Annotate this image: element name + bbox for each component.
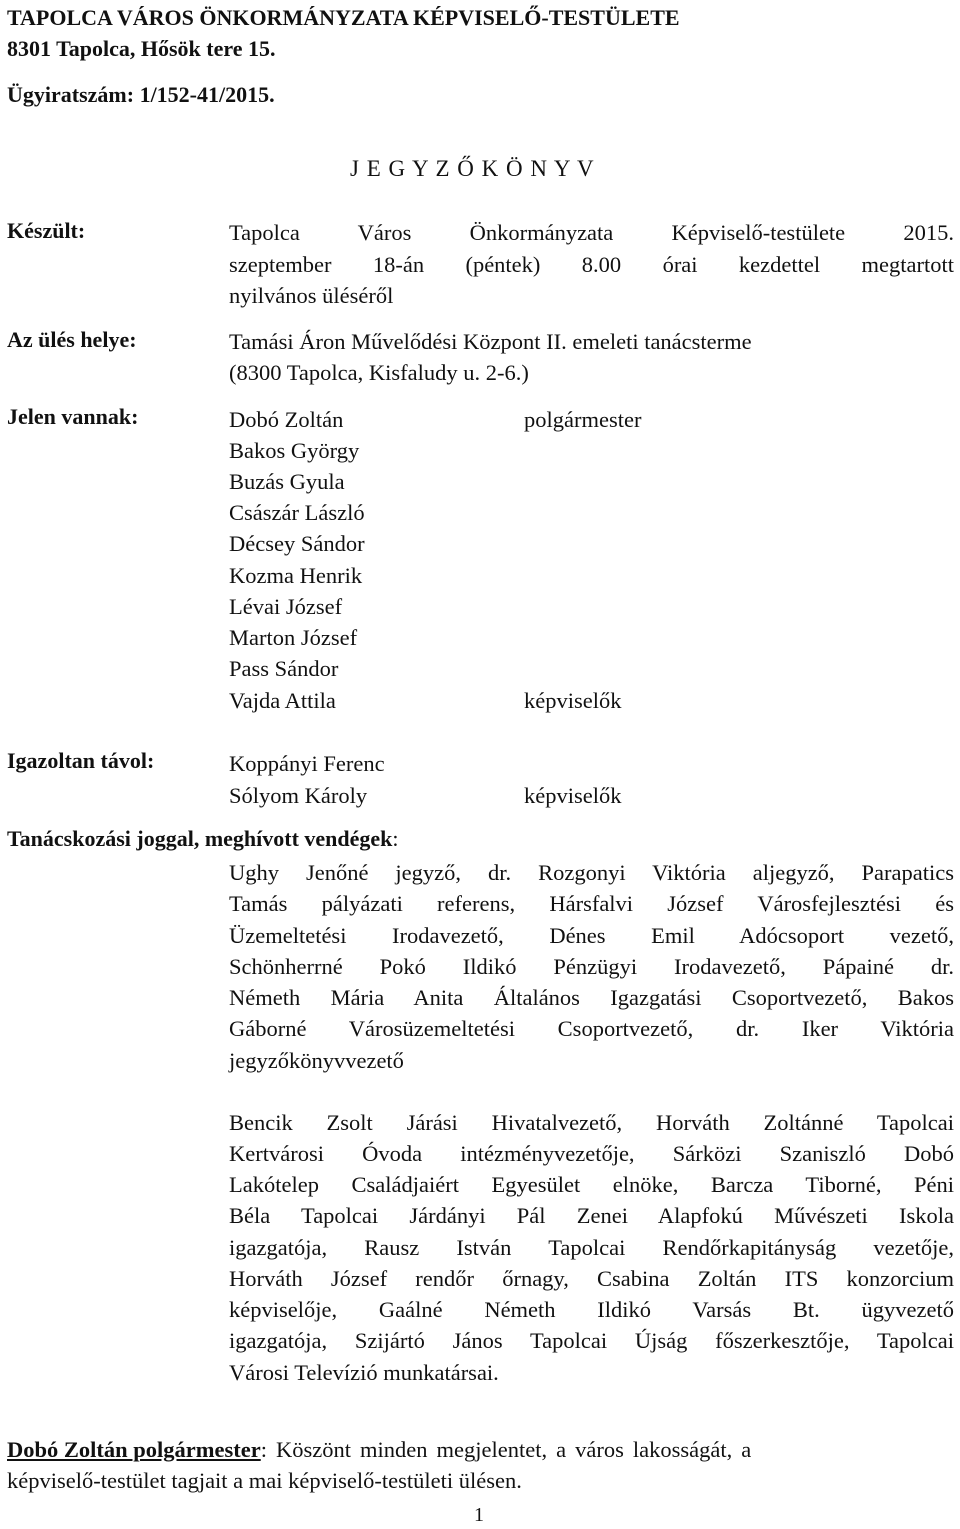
header-file-number: Ügyiratszám: 1/152-41/2015.: [7, 82, 275, 107]
speaker-colon: :: [260, 1437, 267, 1462]
guests-line: igazgatója, Rausz István Tapolcai Rendőrkapitányság vezetője,: [229, 1235, 954, 1260]
jelen-name: Pass Sándor: [229, 656, 339, 681]
vendegek-heading: [7, 826, 399, 852]
guests-line: jegyzőkönyvvezető: [229, 1048, 404, 1073]
hely-line-1: Tamási Áron Művelődési Központ II. emeleti tanácsterme: [229, 329, 752, 354]
keszult-label: Készült:: [7, 218, 86, 243]
jelen-name: Buzás Gyula: [229, 469, 345, 494]
guests-line: képviselője, Gaálné Németh Ildikó Varsás Bt. ügyvezető: [229, 1297, 954, 1322]
hely-label: Az ülés helye:: [7, 327, 137, 352]
document-title: J E G Y Z Ő K Ö N Y V: [350, 156, 595, 181]
header-address: 8301 Tapolca, Hősök tere 15.: [7, 36, 276, 61]
speech-line-2: képviselő-testület tagjait a mai képviselő-testületi ülésen.: [7, 1468, 522, 1493]
keszult-line-2: szeptember 18-án (péntek) 8.00 órai kezdettel megtartott: [229, 252, 954, 277]
guests-line: Németh Mária Anita Általános Igazgatási Csoportvezető, Bakos: [229, 985, 954, 1010]
vendegek-colon: :: [392, 826, 399, 851]
jelen-name: Vajda Attila: [229, 688, 336, 713]
page-number: 1: [474, 1504, 484, 1526]
vendegek-label: Tanácskozási joggal, meghívott vendégek: [7, 826, 393, 851]
jelen-name: Décsey Sándor: [229, 531, 365, 556]
speech-line-1: [7, 1434, 751, 1465]
jelen-name: Lévai József: [229, 594, 343, 619]
speaker-name: Dobó Zoltán polgármester: [7, 1437, 261, 1462]
tavol-label: Igazoltan távol:: [7, 748, 155, 773]
jelen-name: Bakos György: [229, 438, 360, 463]
guests-line: Tamás pályázati referens, Hársfalvi József Városfejlesztési és: [229, 891, 954, 916]
tavol-name: Koppányi Ferenc: [229, 751, 385, 776]
guests-line: Ughy Jenőné jegyző, dr. Rozgonyi Viktória aljegyző, Parapatics: [229, 860, 954, 885]
jelen-name: Császár László: [229, 500, 365, 525]
keszult-line-1: Tapolca Város Önkormányzata Képviselő-testülete 2015.: [229, 220, 954, 245]
guests-line: Bencik Zsolt Járási Hivatalvezető, Horváth Zoltánné Tapolcai: [229, 1110, 954, 1135]
guests-line: Lakótelep Családjaiért Egyesület elnöke, Barcza Tiborné, Péni: [229, 1172, 954, 1197]
guests-line: Horváth József rendőr őrnagy, Csabina Zoltán ITS konzorcium: [229, 1266, 954, 1291]
jelen-name: Kozma Henrik: [229, 563, 363, 588]
guests-line: Üzemeltetési Irodavezető, Dénes Emil Adócsoport vezető,: [229, 923, 954, 948]
guests-line: Kertvárosi Óvoda intézményvezetője, Sárközi Szaniszló Dobó: [229, 1141, 954, 1166]
speech-text-1: Köszönt minden megjelentet, a város lakosságát, a: [267, 1437, 752, 1462]
tavol-name: Sólyom Károly: [229, 783, 368, 808]
hely-line-2: (8300 Tapolca, Kisfaludy u. 2-6.): [229, 360, 529, 385]
keszult-line-3: nyilvános üléséről: [229, 283, 394, 308]
jelen-name: Dobó Zoltán: [229, 407, 344, 432]
guests-line: Gáborné Városüzemeltetési Csoportvezető, dr. Iker Viktória: [229, 1016, 954, 1041]
guests-line: Városi Televízió munkatársai.: [229, 1360, 499, 1385]
header-institution: TAPOLCA VÁROS ÖNKORMÁNYZATA KÉPVISELŐ-TESTÜLETE: [7, 5, 680, 30]
tavol-role: képviselők: [524, 783, 622, 808]
guests-line: Schönherrné Pokó Ildikó Pénzügyi Irodavezető, Pápainé dr.: [229, 954, 954, 979]
guests-line: Béla Tapolcai Járdányi Pál Zenei Alapfokú Művészeti Iskola: [229, 1203, 954, 1228]
role-representatives: képviselők: [524, 688, 622, 713]
role-mayor: polgármester: [524, 407, 642, 432]
jelen-name: Marton József: [229, 625, 358, 650]
guests-line: igazgatója, Szijártó János Tapolcai Újság főszerkesztője, Tapolcai: [229, 1328, 954, 1353]
jelen-label: Jelen vannak:: [7, 404, 139, 429]
